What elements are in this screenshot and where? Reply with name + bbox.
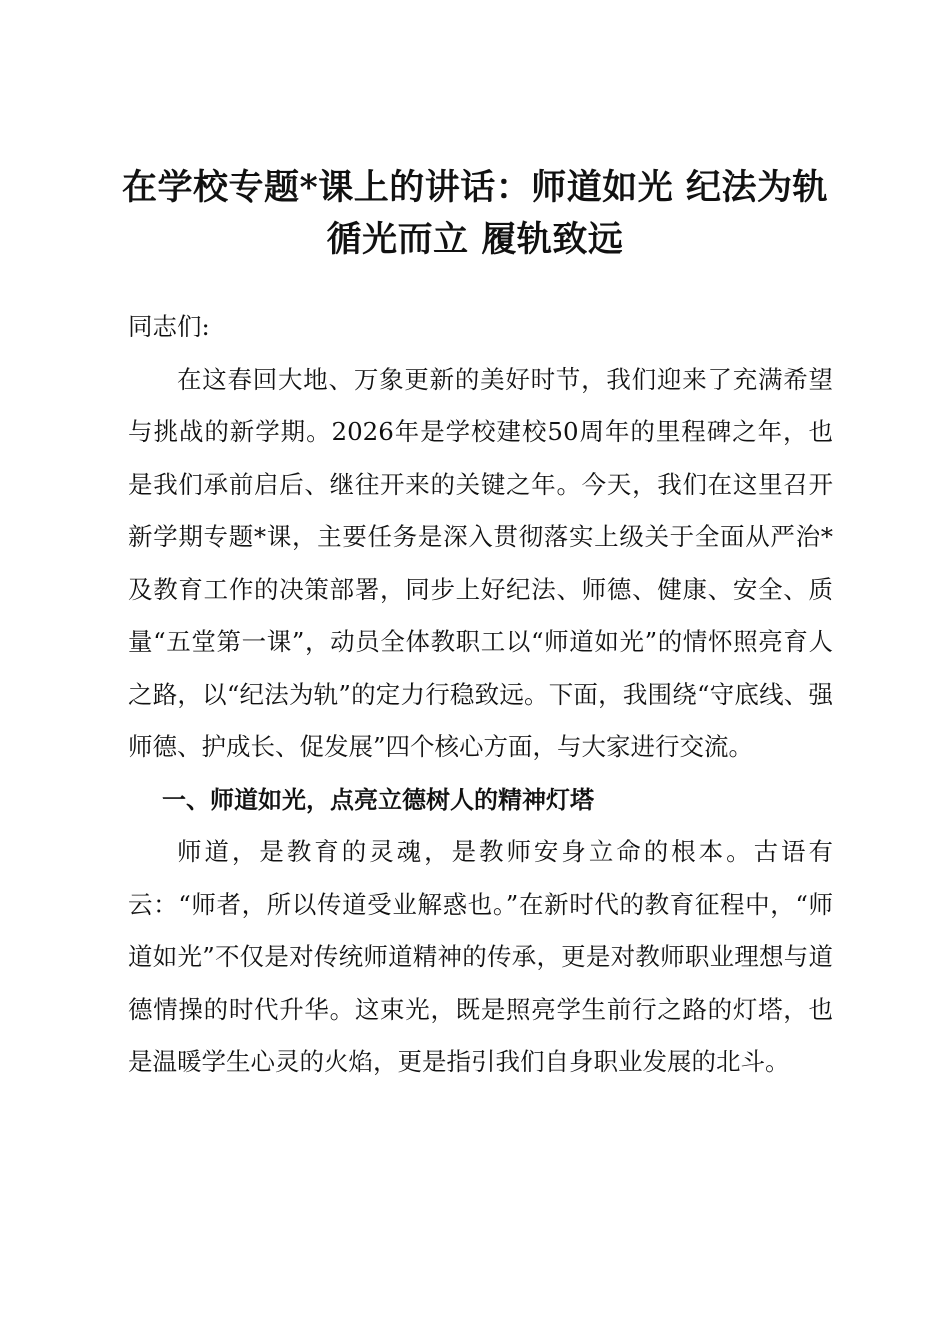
section-heading-1: 一、师道如光，点亮立德树人的精神灯塔 — [162, 785, 594, 814]
title-line-1: 在学校专题*课上的讲话：师道如光 纪法为轨 — [122, 167, 828, 208]
section-paragraph-1: 师道，是教育的灵魂，是教师安身立命的根本。古语有云：“师者，所以传道受业解惑也。”在新时代的教育征程中，“师道如光”不仅是对传统师道精神的传承，更是对教师职业理想与道德情操的时代升华。这束光，既是照亮学生前行之路的灯塔，也是温暖学生心灵的火焰，更是指引我们自身职业发展的北斗。 — [128, 837, 833, 1076]
document-title — [100, 162, 850, 266]
document-body — [128, 301, 833, 1089]
intro-paragraph: 在这春回大地、万象更新的美好时节，我们迎来了充满希望与挑战的新学期。2026年是学校建校50周年的里程碑之年，也是我们承前启后、继往开来的关键之年。今天，我们在这里召开新学期专题*课，主要任务是深入贯彻落实上级关于全面从严治*及教育工作的决策部署，同步上好纪法、师德、健康、安全、质量“五堂第一课”，动员全体教职工以“师道如光”的情怀照亮育人之路，以“纪法为轨”的定力行稳致远。下面，我围绕“守底线、强师德、护成长、促发展”四个核心方面，与大家进行交流。 — [128, 364, 833, 761]
salutation: 同志们: — [128, 312, 210, 341]
title-line-2: 循光而立 履轨致远 — [326, 219, 624, 260]
